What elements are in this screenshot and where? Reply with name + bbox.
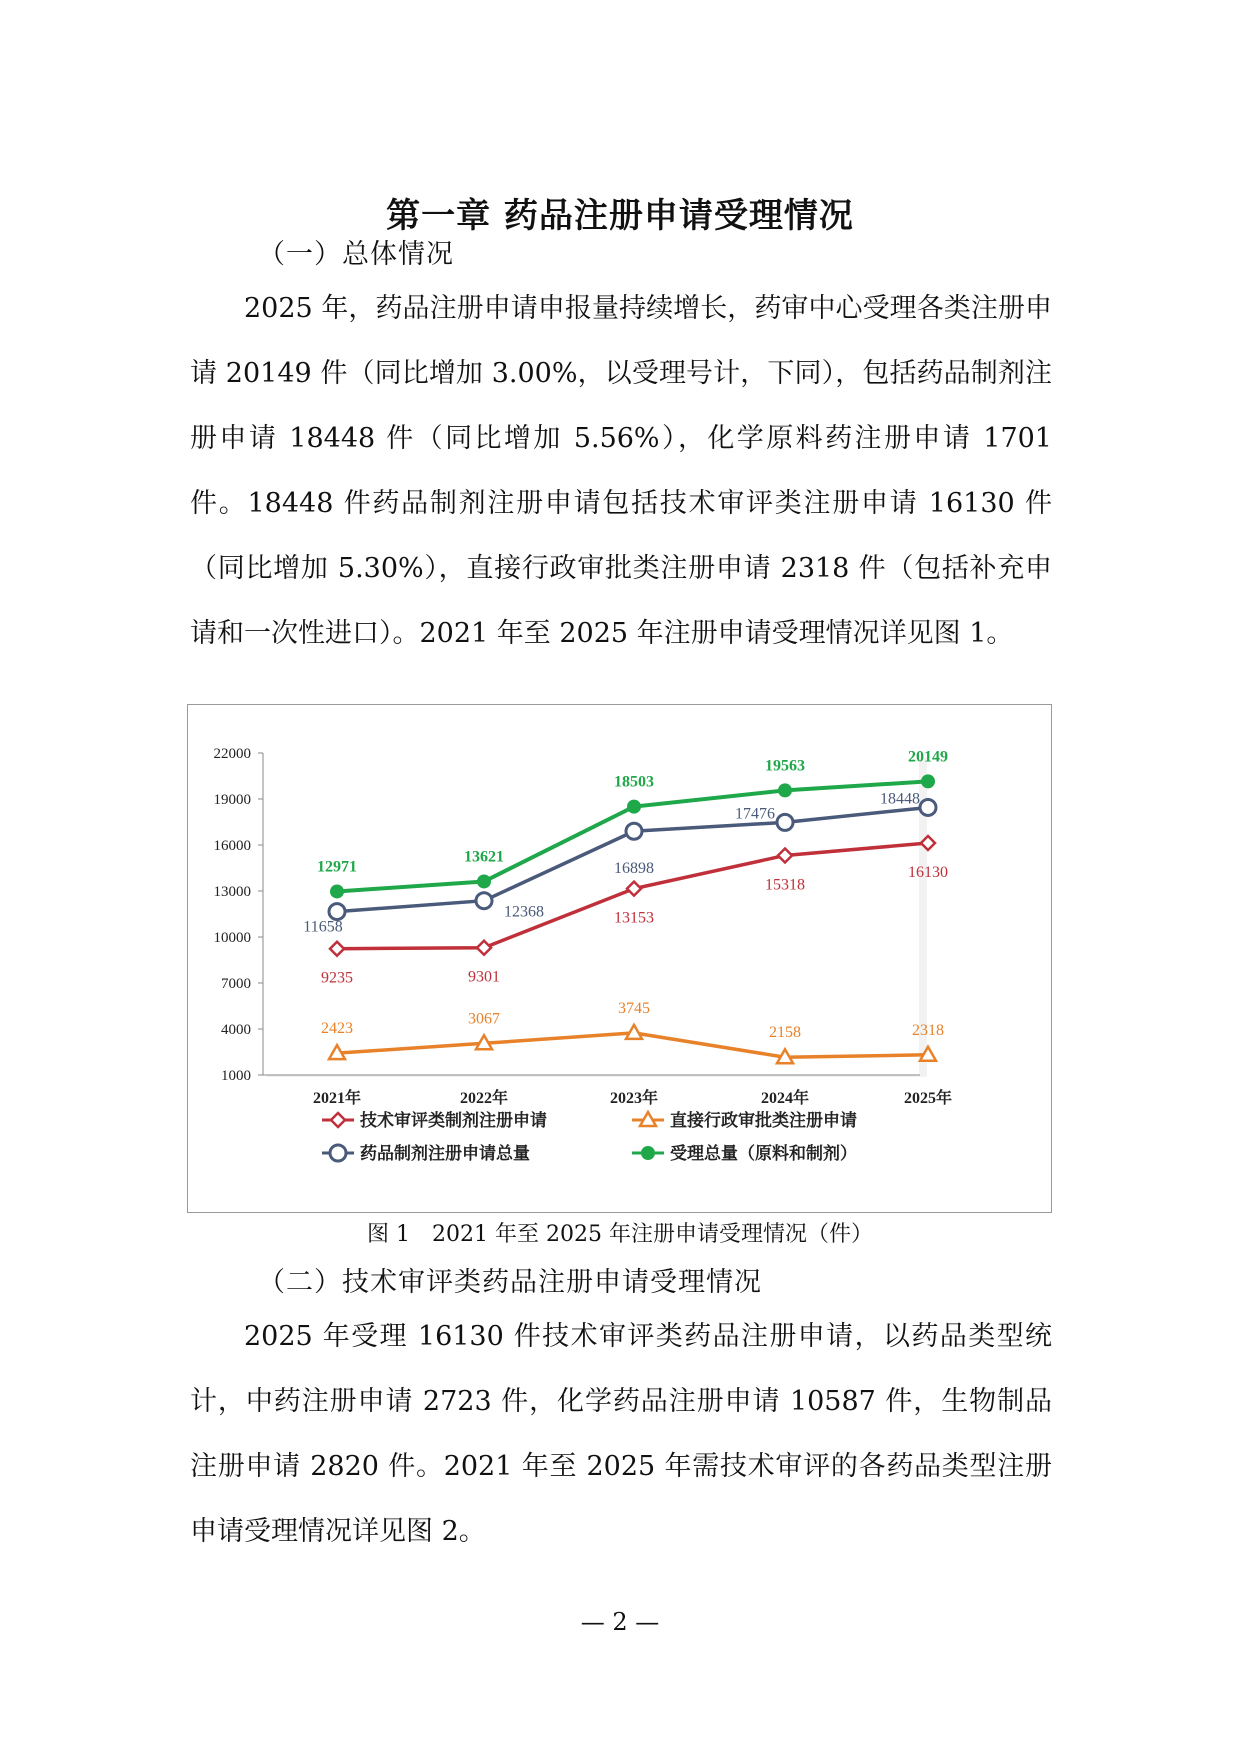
y-tick-label: 22000 [213, 746, 251, 762]
x-tick-label: 2023年 [609, 1090, 659, 1107]
data-label: 3067 [468, 1010, 500, 1028]
data-label: 2158 [769, 1024, 801, 1042]
data-label: 17476 [735, 805, 775, 823]
x-tick-label: 2024年 [760, 1090, 810, 1107]
data-label: 15318 [765, 876, 805, 894]
data-point-marker [331, 1113, 345, 1127]
legend-label: 药品制剂注册申请总量 [360, 1144, 530, 1163]
data-label: 3745 [618, 999, 650, 1017]
data-point-marker [329, 904, 345, 920]
data-label: 12971 [317, 858, 357, 876]
figure-caption: 图 1 2021 年至 2025 年注册申请受理情况（件） [367, 1222, 873, 1247]
data-label: 16898 [614, 860, 654, 878]
data-point-marker [779, 784, 792, 797]
y-tick-label: 10000 [213, 930, 251, 946]
data-point-marker [922, 775, 935, 788]
page-title: 第一章 药品注册申请受理情况 [386, 196, 854, 236]
data-label: 13153 [614, 909, 654, 927]
data-point-marker [331, 885, 344, 898]
data-label: 16130 [908, 864, 948, 882]
y-tick-label: 4000 [221, 1022, 251, 1038]
data-point-marker [642, 1147, 655, 1160]
x-tick-label: 2021年 [312, 1090, 362, 1107]
data-point-marker [920, 799, 936, 815]
section-heading-technical-review: （二）技术审评类药品注册申请受理情况 [258, 1267, 762, 1298]
plot-area [263, 753, 919, 1075]
x-tick-label: 2025年 [903, 1090, 953, 1107]
legend-label: 技术审评类制剂注册申请 [360, 1111, 547, 1130]
data-point-marker [478, 875, 491, 888]
data-label: 2318 [912, 1021, 944, 1039]
data-label: 18503 [614, 773, 654, 791]
y-tick-label: 1000 [221, 1068, 251, 1084]
y-tick-label: 19000 [213, 792, 251, 808]
data-label: 12368 [504, 903, 544, 921]
y-tick-label: 7000 [221, 976, 251, 992]
data-label: 9235 [321, 969, 353, 987]
figure-1-chart [187, 704, 1052, 1213]
data-label: 13621 [464, 848, 504, 866]
y-tick-label: 13000 [213, 884, 251, 900]
data-label: 19563 [765, 757, 805, 775]
legend-label: 直接行政审批类注册申请 [670, 1111, 857, 1130]
paragraph-overview: 2025 年，药品注册申请申报量持续增长，药审中心受理各类注册申请 20149 件（同比增加 3.00%，以受理号计，下同），包括药品制剂注册申请 18448 件（同比增加 5.56%），化学原料药注册申请 1701 件。18448 件药品制剂注册申请包括技术审评类注册申请 16130 件（同比增加 5.30%），直接行政审批类注册申请 2318 件（包括补充申请和一次性进口）。2021 年至 2025 年注册申请受理情况详见图 1。 [190, 293, 1052, 649]
data-point-marker [626, 823, 642, 839]
data-point-marker [777, 814, 793, 830]
y-tick-label: 16000 [213, 838, 251, 854]
data-label: 2423 [321, 1020, 353, 1038]
line-chart [188, 705, 1053, 1214]
data-label: 18448 [880, 790, 920, 808]
section-heading-overview: （一）总体情况 [258, 239, 454, 270]
data-point-marker [476, 893, 492, 909]
x-tick-label: 2022年 [459, 1090, 509, 1107]
legend-label: 受理总量（原料和制剂） [670, 1144, 857, 1163]
data-point-marker [628, 800, 641, 813]
paragraph-technical-review: 2025 年受理 16130 件技术审评类药品注册申请，以药品类型统计，中药注册申请 2723 件，化学药品注册申请 10587 件，生物制品注册申请 2820 件。2021 年至 2025 年需技术审评的各药品类型注册申请受理情况详见图 2。 [190, 1321, 1052, 1547]
data-label: 20149 [908, 748, 948, 766]
data-label: 11658 [303, 918, 343, 936]
page-number: — 2 — [580, 1608, 660, 1636]
data-label: 9301 [468, 968, 500, 986]
data-point-marker [330, 1145, 346, 1161]
